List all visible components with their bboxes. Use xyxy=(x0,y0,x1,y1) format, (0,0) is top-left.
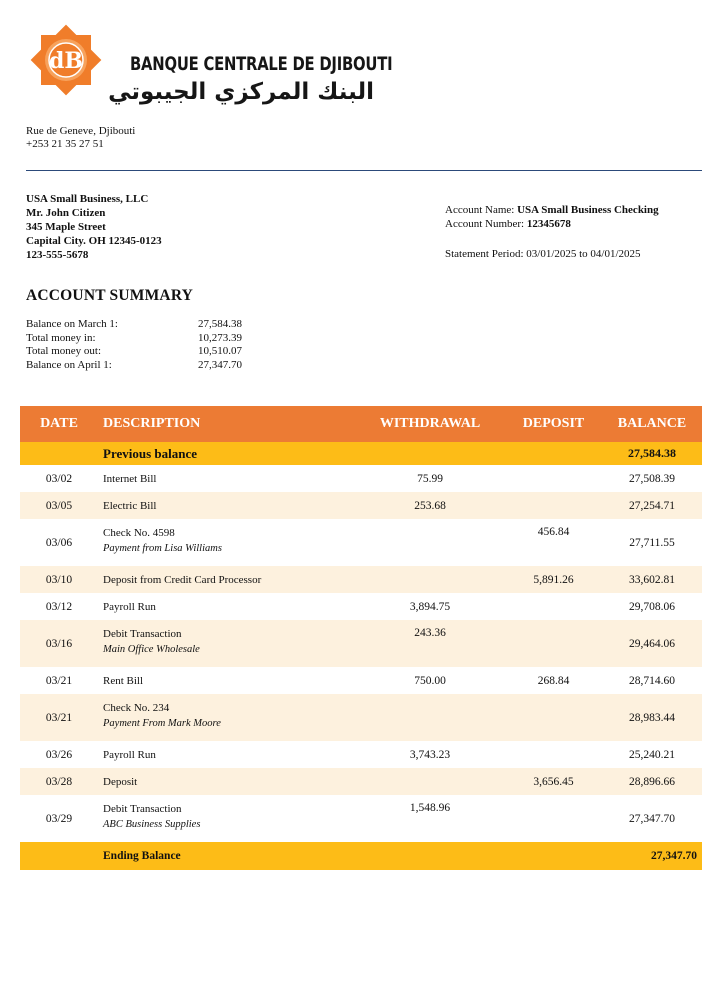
account-info xyxy=(445,203,659,231)
table-header-row xyxy=(20,406,702,442)
customer-street: 345 Maple Street xyxy=(26,221,106,233)
previous-balance-value: 27,584.38 xyxy=(602,442,702,465)
bank-name-french: BANQUE CENTRALE DE DJIBOUTI xyxy=(130,53,393,75)
row-description: Rent Bill xyxy=(103,674,144,687)
table-row xyxy=(20,741,702,768)
row-date: 03/28 xyxy=(20,768,98,795)
row-subdescription: ABC Business Supplies xyxy=(103,819,201,830)
customer-contact: Mr. John Citizen xyxy=(26,207,106,219)
summary-value: 27,584.38 xyxy=(198,318,242,330)
row-balance: 27,254.71 xyxy=(602,492,702,519)
row-deposit: 5,891.26 xyxy=(505,566,602,593)
row-balance: 27,347.70 xyxy=(629,812,675,825)
row-date: 03/21 xyxy=(45,674,73,687)
row-deposit: 3,656.45 xyxy=(505,768,602,795)
row-withdrawal xyxy=(355,694,505,741)
row-date: 03/05 xyxy=(20,492,98,519)
transactions-table xyxy=(20,406,702,870)
row-description-cell xyxy=(98,795,355,842)
row-description: Electric Bill xyxy=(98,492,355,519)
summary-label: Balance on April 1: xyxy=(26,358,112,371)
bank-name-arabic: البنك المركزي الجيبوتي xyxy=(108,79,374,105)
summary-row xyxy=(26,318,278,332)
table-row xyxy=(20,667,702,694)
row-description: Debit Transaction xyxy=(103,803,182,815)
header-withdrawal: WITHDRAWAL xyxy=(355,406,505,442)
header-date: DATE xyxy=(20,406,98,442)
row-description: Deposit xyxy=(98,768,355,795)
row-description: Debit Transaction xyxy=(103,628,182,640)
row-balance: 25,240.21 xyxy=(629,748,675,761)
previous-balance-row xyxy=(20,442,702,465)
bank-logo xyxy=(30,24,393,105)
summary-label: Total money in: xyxy=(26,331,96,344)
row-date: 03/29 xyxy=(45,812,73,825)
header-description: DESCRIPTION xyxy=(98,406,355,442)
row-subdescription: Main Office Wholesale xyxy=(103,644,200,655)
row-balance: 29,708.06 xyxy=(629,600,675,613)
account-summary-title: ACCOUNT SUMMARY xyxy=(26,287,194,304)
row-deposit xyxy=(505,795,602,842)
row-balance: 27,711.55 xyxy=(629,536,675,549)
row-deposit: 456.84 xyxy=(537,526,570,538)
table-row xyxy=(20,566,702,593)
row-deposit xyxy=(505,741,602,768)
row-description: Payroll Run xyxy=(103,748,156,761)
summary-label: Balance on March 1: xyxy=(26,318,118,330)
row-withdrawal: 253.68 xyxy=(355,492,505,519)
statement-period: Statement Period: 03/01/2025 to 04/01/2025 xyxy=(445,248,641,260)
row-withdrawal: 3,743.23 xyxy=(409,748,451,761)
ending-balance-label: Ending Balance xyxy=(98,842,355,870)
row-description-cell xyxy=(98,694,355,741)
table-row xyxy=(20,593,702,620)
summary-value: 27,347.70 xyxy=(198,358,242,371)
ending-balance-value: 27,347.70 xyxy=(602,842,702,870)
account-number-line xyxy=(445,217,659,231)
account-number-label: Account Number: xyxy=(445,218,527,230)
row-deposit xyxy=(505,492,602,519)
row-withdrawal xyxy=(355,566,505,593)
row-withdrawal: 243.36 xyxy=(355,620,505,667)
row-withdrawal: 1,548.96 xyxy=(409,802,451,814)
table-row xyxy=(20,768,702,795)
row-date: 03/02 xyxy=(45,472,73,485)
row-description-cell xyxy=(98,620,355,667)
bank-phone: +253 21 35 27 51 xyxy=(26,138,104,150)
account-name-line xyxy=(445,203,659,217)
previous-balance-label: Previous balance xyxy=(98,442,355,465)
table-row xyxy=(20,519,702,566)
logo-letters: dB xyxy=(49,48,83,74)
row-date: 03/06 xyxy=(45,536,73,549)
customer-phone: 123-555-5678 xyxy=(26,249,89,261)
row-description: Check No. 234 xyxy=(103,702,170,714)
summary-value: 10,510.07 xyxy=(198,345,242,357)
table-row xyxy=(20,465,702,492)
summary-value: 10,273.39 xyxy=(198,331,242,344)
bank-address-block xyxy=(26,125,135,151)
row-date: 03/12 xyxy=(45,600,73,613)
summary-label: Total money out: xyxy=(26,345,101,357)
summary-row xyxy=(26,332,278,346)
row-subdescription: Payment From Mark Moore xyxy=(103,718,221,729)
row-balance: 33,602.81 xyxy=(602,566,702,593)
row-date: 03/16 xyxy=(20,620,98,667)
row-balance: 29,464.06 xyxy=(602,620,702,667)
row-balance: 28,714.60 xyxy=(629,674,675,687)
row-subdescription: Payment from Lisa Williams xyxy=(103,543,222,554)
customer-address-block xyxy=(26,192,162,262)
account-number: 12345678 xyxy=(526,218,571,230)
customer-company: USA Small Business, LLC xyxy=(26,193,149,205)
table-row xyxy=(20,620,702,667)
account-name-label: Account Name: xyxy=(445,204,518,216)
row-date: 03/10 xyxy=(20,566,98,593)
bank-emblem-icon xyxy=(30,24,102,96)
row-description: Deposit from Credit Card Processor xyxy=(98,566,355,593)
table-row xyxy=(20,694,702,741)
row-description-cell xyxy=(98,519,355,566)
row-deposit: 268.84 xyxy=(537,674,570,687)
row-deposit xyxy=(505,694,602,741)
row-withdrawal: 75.99 xyxy=(417,472,443,485)
account-summary xyxy=(26,318,278,372)
ending-balance-row xyxy=(20,842,702,870)
row-balance: 28,896.66 xyxy=(602,768,702,795)
row-deposit xyxy=(505,465,602,492)
summary-row xyxy=(26,359,278,373)
row-description: Payroll Run xyxy=(103,600,156,613)
row-description: Check No. 4598 xyxy=(103,527,175,539)
row-withdrawal xyxy=(355,519,505,566)
header-deposit: DEPOSIT xyxy=(505,406,602,442)
row-date: 03/21 xyxy=(20,694,98,741)
header-divider xyxy=(26,170,702,171)
row-deposit xyxy=(505,620,602,667)
row-withdrawal: 750.00 xyxy=(414,674,446,687)
account-name: USA Small Business Checking xyxy=(517,204,659,216)
header-balance: BALANCE xyxy=(602,406,702,442)
customer-city: Capital City. OH 12345-0123 xyxy=(26,235,162,247)
row-balance: 27,508.39 xyxy=(629,472,675,485)
row-date: 03/26 xyxy=(45,748,73,761)
table-row xyxy=(20,492,702,519)
summary-row xyxy=(26,345,278,359)
table-row xyxy=(20,795,702,842)
row-description: Internet Bill xyxy=(103,472,157,485)
row-withdrawal xyxy=(355,768,505,795)
row-balance: 28,983.44 xyxy=(602,694,702,741)
row-withdrawal: 3,894.75 xyxy=(409,600,451,613)
row-deposit xyxy=(505,593,602,620)
bank-address: Rue de Geneve, Djibouti xyxy=(26,125,136,137)
